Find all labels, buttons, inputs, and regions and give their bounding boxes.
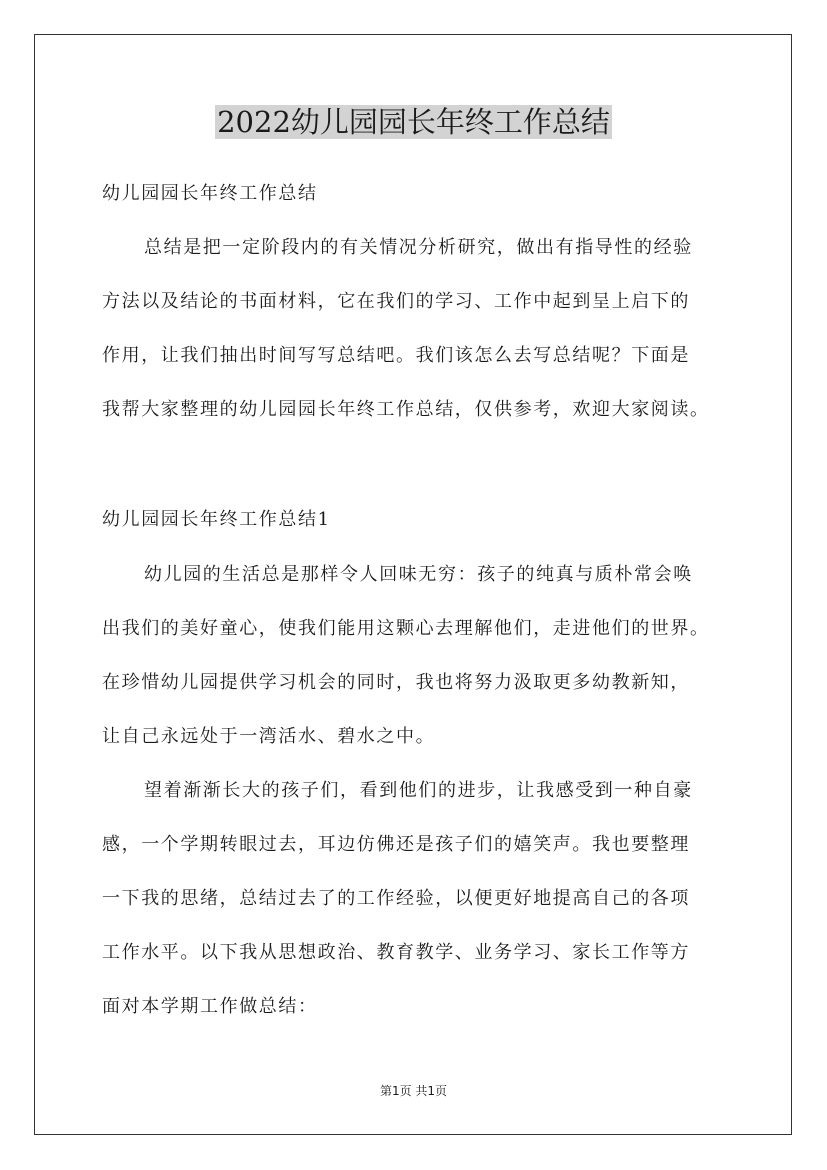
page-number: 第1页 共1页 [379, 1084, 448, 1098]
paragraph-line: 作用，让我们抽出时间写写总结吧。我们该怎么去写总结呢？下面是 [102, 345, 690, 366]
document-title [0, 100, 827, 144]
paragraph-line: 一下我的思绪，总结过去了的工作经验，以便更好地提高自己的各项 [102, 888, 690, 909]
subtitle-block [102, 167, 732, 221]
document-title-text: 2022幼儿园园长年终工作总结 [217, 105, 610, 139]
paragraph-line: 面对本学期工作做总结： [102, 996, 318, 1017]
paragraph-line: 总结是把一定阶段内的有关情况分析研究，做出有指导性的经验 [144, 237, 693, 258]
section1-paragraph-1 [102, 548, 732, 764]
paragraph-line: 幼儿园的生活总是那样令人回味无穷：孩子的纯真与质朴常会唤 [144, 564, 693, 585]
paragraph-line: 出我们的美好童心，使我们能用这颗心去理解他们，走进他们的世界。 [102, 618, 710, 639]
paragraph-line: 我帮大家整理的幼儿园园长年终工作总结，仅供参考，欢迎大家阅读。 [102, 399, 710, 420]
paragraph-line: 让自己永远处于一湾活水、碧水之中。 [102, 726, 436, 747]
paragraph-line: 望着渐渐长大的孩子们，看到他们的进步，让我感受到一种自豪 [144, 780, 693, 801]
paragraph-line: 工作水平。以下我从思想政治、教育教学、业务学习、家长工作等方 [102, 942, 690, 963]
section-heading-block [102, 493, 732, 547]
paragraph-line: 方法以及结论的书面材料，它在我们的学习、工作中起到呈上启下的 [102, 291, 690, 312]
intro-paragraph [102, 221, 732, 437]
paragraph-line: 在珍惜幼儿园提供学习机会的同时，我也将努力汲取更多幼教新知， [102, 672, 690, 693]
page-footer [0, 1083, 827, 1099]
section1-paragraph-2 [102, 764, 732, 1034]
paragraph-line: 感，一个学期转眼过去，耳边仿佛还是孩子们的嬉笑声。我也要整理 [102, 834, 690, 855]
subtitle: 幼儿园园长年终工作总结 [102, 183, 318, 204]
section-heading: 幼儿园园长年终工作总结1 [102, 509, 331, 530]
